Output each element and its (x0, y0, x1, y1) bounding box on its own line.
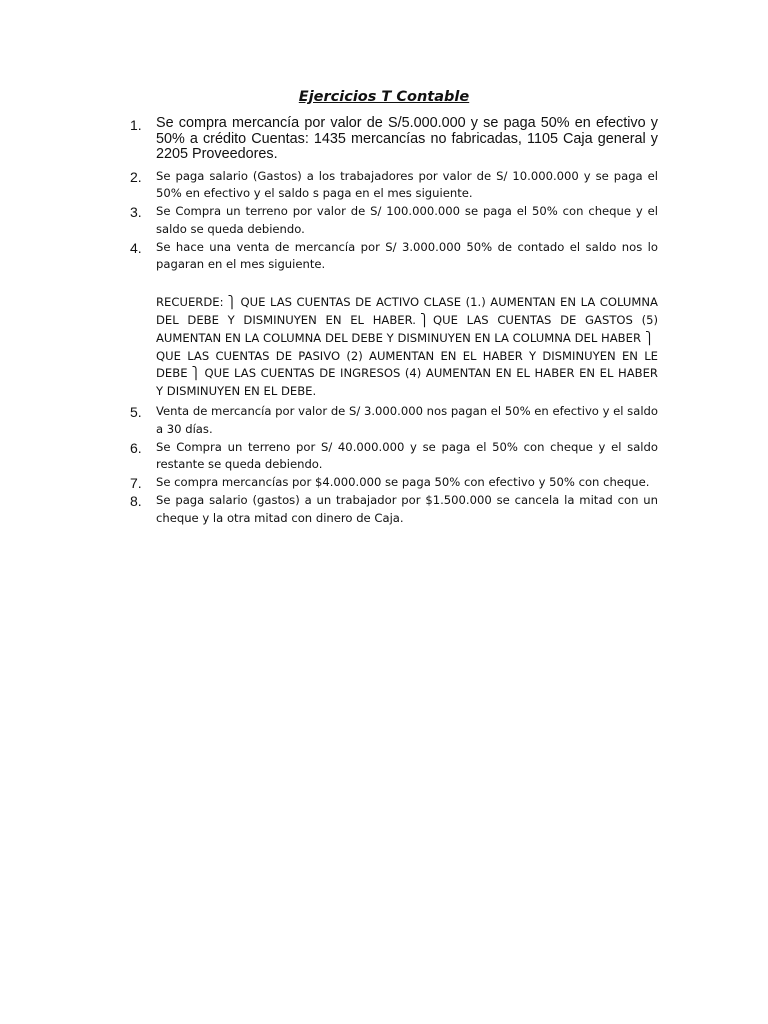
item-text: Se compra mercancías por $4.000.000 se paga 50% con efectivo y 50% con cheque. (156, 475, 650, 490)
bracket-icon: ⎫ (645, 330, 654, 345)
recuerde-note (130, 294, 658, 401)
item-text: Se paga salario (Gastos) a los trabajadores por valor de S/ 10.000.000 y se paga el 50% en efectivo y el saldo s paga en el mes siguiente. (156, 168, 658, 201)
list-item (130, 203, 658, 239)
list-item (130, 474, 658, 492)
item-text: Se compra mercancía por valor de S/5.000.000 y se paga 50% en efectivo y 50% a crédito Cuentas: 1435 mercancías no fabricadas, 1105 Caja general y 2205 Proveedores. (156, 115, 658, 162)
document-title: Ejercicios T Contable (298, 89, 470, 105)
recuerde-label: RECUERDE: (156, 295, 224, 310)
item-text: Se paga salario (gastos) a un trabajador por $1.500.000 se cancela la mitad con un cheque y la otra mitad con dinero de Caja. (156, 493, 658, 525)
item-text: Se Compra un terreno por S/ 40.000.000 y se paga el 50% con cheque y el saldo restante se queda debiendo. (156, 439, 658, 472)
item-number: 7. (130, 475, 142, 492)
list-item (130, 403, 658, 439)
item-text: Se Compra un terreno por valor de S/ 100.000.000 se paga el 50% con cheque y el saldo se queda debiendo. (156, 204, 658, 236)
recuerde-pasivo: QUE LAS CUENTAS DE PASIVO (2) AUMENTAN EN EL HABER Y DISMINUYEN EN LE DEBE (156, 348, 658, 381)
list-item (130, 168, 658, 204)
item-text: Se hace una venta de mercancía por S/ 3.000.000 50% de contado el saldo nos lo pagaran en el mes siguiente. (156, 239, 658, 272)
bracket-icon: ⎫ (191, 366, 201, 381)
recuerde-activo: QUE LAS CUENTAS DE ACTIVO CLASE (1.) AUMENTAN EN LA COLUMNA DEL DEBE Y DISMINUYEN EN EL HABER. (156, 295, 658, 328)
item-number: 6. (130, 439, 142, 456)
item-number: 3. (130, 204, 142, 221)
item-number: 4. (130, 239, 142, 256)
bracket-icon: ⎫ (227, 295, 237, 310)
recuerde-ingresos: QUE LAS CUENTAS DE INGRESOS (4) AUMENTAN EN EL HABER EN EL HABER Y DISMINUYEN EN EL DEBE. (156, 366, 658, 399)
exercise-list (130, 116, 658, 528)
item-number: 5. (130, 404, 142, 421)
item-text: Venta de mercancía por valor de S/ 3.000.000 nos pagan el 50% en efectivo y el saldo a 30 días. (156, 404, 658, 436)
list-item (130, 116, 658, 163)
item-number: 1. (130, 117, 142, 133)
recuerde-gastos: QUE LAS CUENTAS DE GASTOS (5) AUMENTAN EN LA COLUMNA DEL DEBE Y DISMINUYEN EN LA COLUMNA DEL HABER (156, 313, 659, 345)
list-item (130, 239, 658, 275)
list-item (130, 492, 658, 528)
item-number: 2. (130, 168, 142, 185)
list-item (130, 439, 658, 475)
bracket-icon: ⎫ (419, 313, 429, 328)
item-number: 8. (130, 493, 142, 510)
